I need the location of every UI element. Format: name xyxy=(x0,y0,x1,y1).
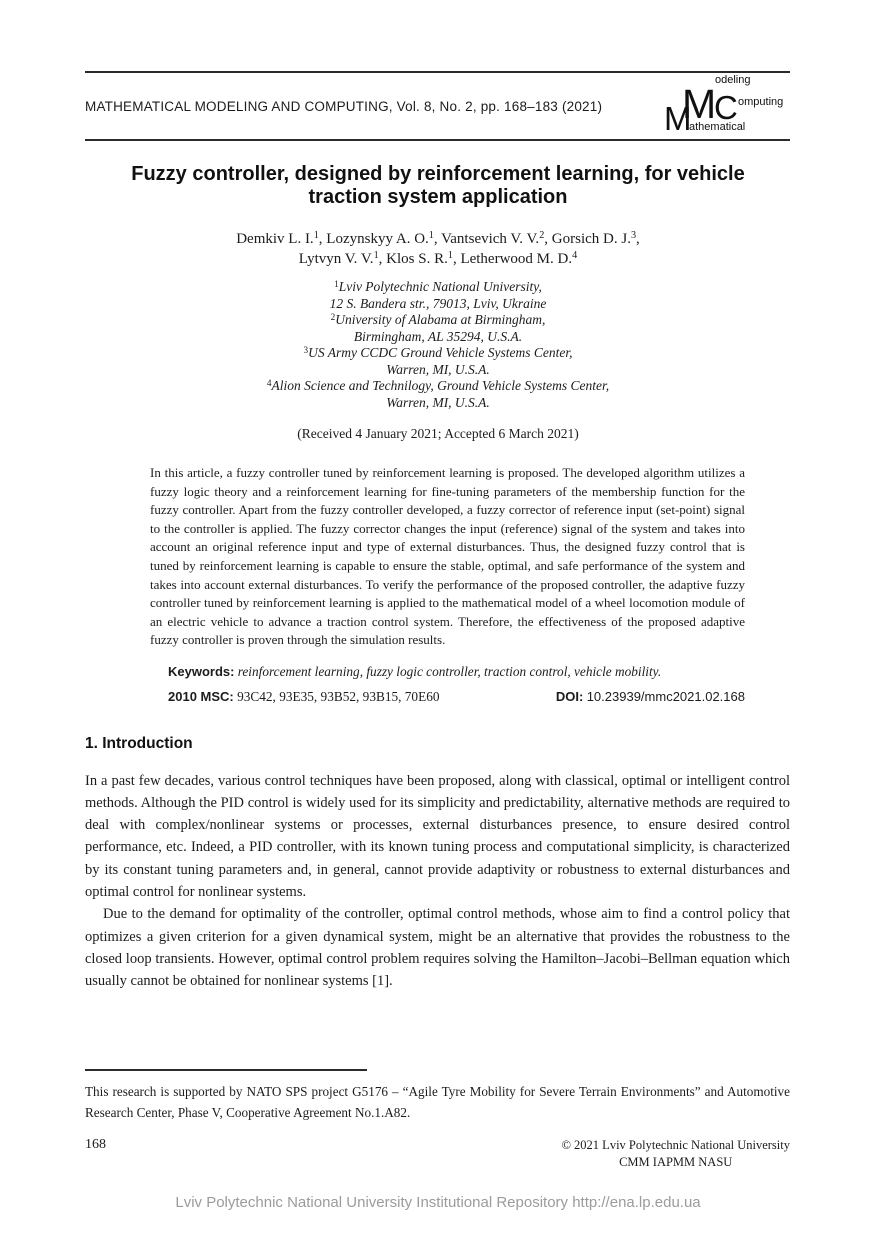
affiliation-text: University of Alabama at Birmingham, xyxy=(335,312,546,327)
header-bottom-rule xyxy=(85,139,790,141)
article-title-line1: Fuzzy controller, designed by reinforcement learning, for vehicle xyxy=(131,163,745,185)
footnote-rule xyxy=(85,1069,367,1071)
author-affiliation-ref: 1 xyxy=(313,230,319,242)
author-affiliation-ref: 1 xyxy=(373,250,379,262)
author-affiliation-ref: 2 xyxy=(539,230,545,242)
journal-header xyxy=(85,73,790,139)
authors-line-2 xyxy=(0,249,876,269)
logo-text-athematical: athematical xyxy=(689,121,746,133)
logo-letter-m: M xyxy=(682,81,717,127)
affiliation-text: Alion Science and Technilogy, Ground Vehicle Systems Center, xyxy=(271,378,610,393)
affiliation-text: Warren, MI, U.S.A. xyxy=(386,361,490,377)
affiliation-line xyxy=(0,395,876,412)
received-accepted-line: (Received 4 January 2021; Accepted 6 March 2021) xyxy=(297,426,579,441)
section-heading-introduction: 1. Introduction xyxy=(85,734,193,752)
affiliation-text: Birmingham, AL 35294, U.S.A. xyxy=(353,328,523,344)
author-affiliation-ref: 1 xyxy=(447,250,453,262)
logo-text-omputing: omputing xyxy=(738,96,784,108)
copyright-block xyxy=(561,1137,790,1170)
affiliation-line xyxy=(0,312,876,329)
logo-letter-c: C xyxy=(714,89,738,126)
doi-label: DOI: xyxy=(555,688,584,704)
affiliations-block xyxy=(0,279,876,411)
author-separator: , xyxy=(433,231,438,247)
authors-line-1 xyxy=(0,229,876,249)
affiliation-marker: 1 xyxy=(334,278,339,289)
article-title xyxy=(60,163,816,209)
author-separator: , xyxy=(636,231,640,247)
authors-block xyxy=(0,229,876,269)
page-footer xyxy=(85,1137,790,1170)
copyright-line-2: CMM IAPMM NASU xyxy=(619,1154,733,1169)
logo-text-odeling: odeling xyxy=(715,74,751,86)
abstract-block xyxy=(150,464,745,705)
author-separator: , xyxy=(452,251,457,267)
affiliation-line xyxy=(0,296,876,313)
article-title-line2: traction system application xyxy=(308,186,568,208)
keywords-label: Keywords: xyxy=(168,663,235,679)
author-name: Lytvyn V. V. xyxy=(298,251,374,267)
journal-logo-icon xyxy=(664,74,790,137)
msc-doi-row xyxy=(150,689,745,705)
author-separator: , xyxy=(378,251,383,267)
doi-value: 10.23939/mmc2021.02.168 xyxy=(586,688,745,704)
author-separator: , xyxy=(318,231,323,247)
affiliation-text: Warren, MI, U.S.A. xyxy=(386,394,490,410)
funding-footnote: This research is supported by NATO SPS project G5176 – “Agile Tyre Mobility for Severe Terrain Environments” and Automotive Research Center, Phase V, Cooperative Agreement No.1.A82. xyxy=(85,1084,790,1120)
page-number: 168 xyxy=(85,1137,106,1152)
affiliation-line xyxy=(0,279,876,296)
affiliation-text: 12 S. Bandera str., 79013, Lviv, Ukraine xyxy=(329,295,547,311)
abstract-text: In this article, a fuzzy controller tuned by reinforcement learning is proposed. The developed algorithm utilizes a fuzzy logic theory and a reinforcement learning for fine-tuning parameters of the membership function for the fuzzy controller. Apart from the fuzzy controller developed, a fuzzy corrector of reference input (set-point) signal to the controller is applied. The fuzzy corrector changes the input (reference) signal of the system and takes into account an original reference input and type of external disturbances. Thus, the designed fuzzy control that is tuned by reinforcement learning is capable to ensure the stable, optimal, and safe performance of the system and takes into account external disturbances. To verify the performance of the proposed controller, the adaptive fuzzy controller tuned by reinforcement learning is applied to the mathematical model of a wheel locomotion module of an electric vehicle to advance a traction control system. Therefore, the effectiveness of the proposed adaptive fuzzy controller is proven through the simulation results. xyxy=(150,465,745,648)
msc-group xyxy=(168,689,440,705)
repository-watermark: Lviv Polytechnic National University Institutional Repository http://ena.lp.edu.ua xyxy=(175,1194,701,1211)
body-paragraph-2: Due to the demand for optimality of the controller, optimal control methods, whose aim to find a control policy that optimizes a given criterion for a given dynamical system, might be an alternative that provides the robustness to the closed loop transients. However, optimal control problem requires solving the Hamilton–Jacobi–Bellman equation which usually cannot be obtained for nonlinear systems [1]. xyxy=(85,906,790,990)
copyright-line-1: © 2021 Lviv Polytechnic National University xyxy=(561,1138,790,1152)
author-name: Gorsich D. J. xyxy=(551,231,631,247)
author-affiliation-ref: 1 xyxy=(428,230,434,242)
affiliation-text: US Army CCDC Ground Vehicle Systems Center, xyxy=(308,345,573,360)
author-name: Letherwood M. D. xyxy=(460,251,573,267)
affiliation-marker: 4 xyxy=(266,377,272,388)
logo-letter-m: M xyxy=(664,100,692,137)
keywords-line xyxy=(150,663,745,682)
msc-values: 93C42, 93E35, 93B52, 93B15, 70E60 xyxy=(237,688,440,704)
affiliation-marker: 3 xyxy=(303,344,309,355)
doi-group xyxy=(556,689,745,705)
affiliation-line xyxy=(0,329,876,346)
journal-title-line: MATHEMATICAL MODELING AND COMPUTING, Vol. 8, No. 2, pp. 168–183 (2021) xyxy=(85,99,603,114)
author-name: Vantsevich V. V. xyxy=(441,231,540,247)
author-name: Demkiv L. I. xyxy=(236,231,314,247)
affiliation-text: Lviv Polytechnic National University, xyxy=(338,279,542,294)
author-affiliation-ref: 3 xyxy=(630,230,637,242)
affiliation-line xyxy=(0,378,876,395)
article-body xyxy=(85,735,790,993)
author-affiliation-ref: 4 xyxy=(572,250,578,262)
author-separator: , xyxy=(544,231,549,247)
affiliation-line xyxy=(0,345,876,362)
author-name: Klos S. R. xyxy=(386,251,448,267)
affiliation-line xyxy=(0,362,876,379)
keywords-text: reinforcement learning, fuzzy logic controller, traction control, vehicle mobility. xyxy=(237,663,662,679)
body-paragraph-1: In a past few decades, various control techniques have been proposed, along with classical, optimal or intelligent control methods. Although the PID control is widely used for its simplicity and predictability, alternative methods are required to deal with complex/nonlinear systems or processes, external disturbances presence, to ensure desired control performance, etc. Indeed, a PID controller, with its known tuning process and computational simplicity, is characterized by its constant tuning parameters and, in general, cannot provide adaptivity or robustness to external disturbances and optimal control for nonlinear systems. xyxy=(85,772,790,901)
msc-label: 2010 MSC: xyxy=(168,688,234,704)
affiliation-marker: 2 xyxy=(330,311,336,322)
author-name: Lozynskyy A. O. xyxy=(326,231,429,247)
